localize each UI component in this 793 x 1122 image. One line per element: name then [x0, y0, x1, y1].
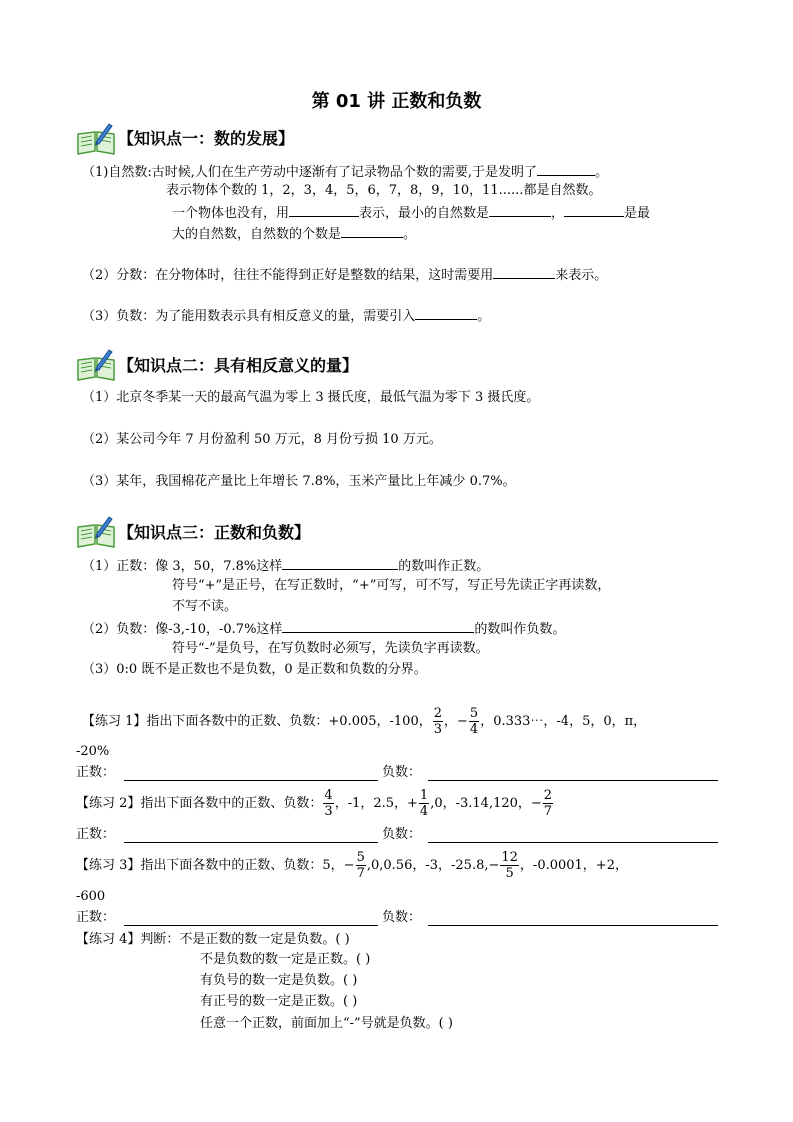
answer-label: 正数： — [76, 827, 116, 842]
judgement-item: 有负号的数一定是负数。( ) — [200, 973, 358, 988]
answer-line[interactable] — [124, 925, 378, 926]
text-line: 符号“+”是正号，在写正数时，“+”可写，可不写，写正号先读正字再读数， — [172, 578, 611, 593]
answer-label: 正数： — [76, 910, 116, 925]
answer-line[interactable] — [428, 842, 718, 843]
answer-line[interactable] — [124, 780, 378, 781]
text-line: （2）负数：像-3,-10，-0.7%这样 的数叫作负数。 — [82, 622, 566, 637]
judgement-item: 有正号的数一定是正数。( ) — [200, 994, 358, 1009]
fraction: $\frac{5}{4}$ — [469, 706, 479, 737]
page-title: 第 01 讲 正数和负数 — [311, 91, 482, 112]
fraction: $\frac{5}{7}$ — [356, 850, 365, 881]
answer-label: 负数： — [382, 765, 422, 780]
text-line: （3）负数：为了能用数表示具有相反意义的量，需要引入 。 — [82, 309, 491, 324]
exercise-1: 【练习 1】指出下面各数中的正数、负数：+0.005，-100， $\frac{2}{3}$ ，− $\frac{5}{4}$ ，0.333⋯，-4，5，0，π， — [82, 706, 647, 737]
judgement-item: 任意一个正数，前面加上“-”号就是负数。( ) — [200, 1016, 453, 1031]
text-line: （1)自然数:古时候,人们在生产劳动中逐渐有了记录物品个数的需要,于是发明了 。 — [82, 165, 609, 180]
text-line: 不写不读。 — [172, 599, 238, 614]
text-line: （3）0:0 既不是正数也不是负数，0 是正数和负数的分界。 — [82, 662, 427, 677]
text-line: 大的自然数，自然数的个数是 。 — [172, 227, 417, 242]
text-line: （1）正数：像 3，50，7.8%这样 的数叫作正数。 — [82, 559, 490, 574]
section-heading: 【知识点一：数的发展】 — [118, 129, 295, 148]
book-pen-icon — [76, 346, 116, 382]
book-pen-icon — [76, 513, 116, 549]
answer-label: 正数： — [76, 765, 116, 780]
fraction: $\frac{2}{3}$ — [433, 706, 442, 737]
text-line: -600 — [76, 889, 106, 904]
text-line: 符号“-”是负号，在写负数时必须写，先读负字再读数。 — [172, 641, 489, 656]
answer-line[interactable] — [428, 780, 718, 781]
judgement-item: 不是负数的数一定是正数。( ) — [200, 952, 371, 967]
book-pen-icon — [76, 120, 116, 156]
fraction: $\frac{2}{7}$ — [543, 788, 553, 819]
text-line: （1）北京冬季某一天的最高气温为零上 3 摄氏度，最低气温为零下 3 摄氏度。 — [82, 390, 540, 405]
text-line: （2）分数：在分物体时，往往不能得到正好是整数的结果，这时需要用 来表示。 — [82, 268, 608, 283]
answer-line[interactable] — [124, 842, 378, 843]
section-heading: 【知识点二：具有相反意义的量】 — [118, 356, 359, 375]
answer-label: 负数： — [382, 910, 422, 925]
answer-line[interactable] — [428, 925, 718, 926]
text-line: （3）某年，我国棉花产量比上年增长 7.8%，玉米产量比上年减少 0.7%。 — [82, 474, 516, 489]
exercise-4: 【练习 4】判断：不是正数的数一定是负数。( ) — [76, 932, 350, 947]
section-heading: 【知识点三：正数和负数】 — [118, 523, 311, 542]
text-line: 表示物体个数的 1，2，3，4，5，6，7，8，9，10，11......都是自然数。 — [166, 183, 602, 198]
text-line: 一个物体也没有，用 表示，最小的自然数是 ， 是最 — [172, 206, 651, 221]
fraction: $\frac{1}{4}$ — [419, 788, 429, 819]
text-line: （2）某公司今年 7 月份盈利 50 万元，8 月份亏损 10 万元。 — [82, 432, 442, 447]
answer-label: 负数： — [382, 827, 422, 842]
fraction: $\frac{4}{3}$ — [324, 788, 333, 819]
exercise-3: 【练习 3】指出下面各数中的正数、负数：5，− $\frac{5}{7}$ ,0,0.56，-3，-25.8,− $\frac{12}{5}$ ，-0.0001，+2， — [76, 850, 628, 881]
fraction: $\frac{12}{5}$ — [501, 850, 518, 881]
exercise-2: 【练习 2】指出下面各数中的正数、负数： $\frac{4}{3}$ ，-1，2.5，+ $\frac{1}{4}$ ,0，-3.14,120，− $\frac{2}{7}$ — [76, 788, 553, 819]
text-line: -20% — [76, 744, 110, 759]
